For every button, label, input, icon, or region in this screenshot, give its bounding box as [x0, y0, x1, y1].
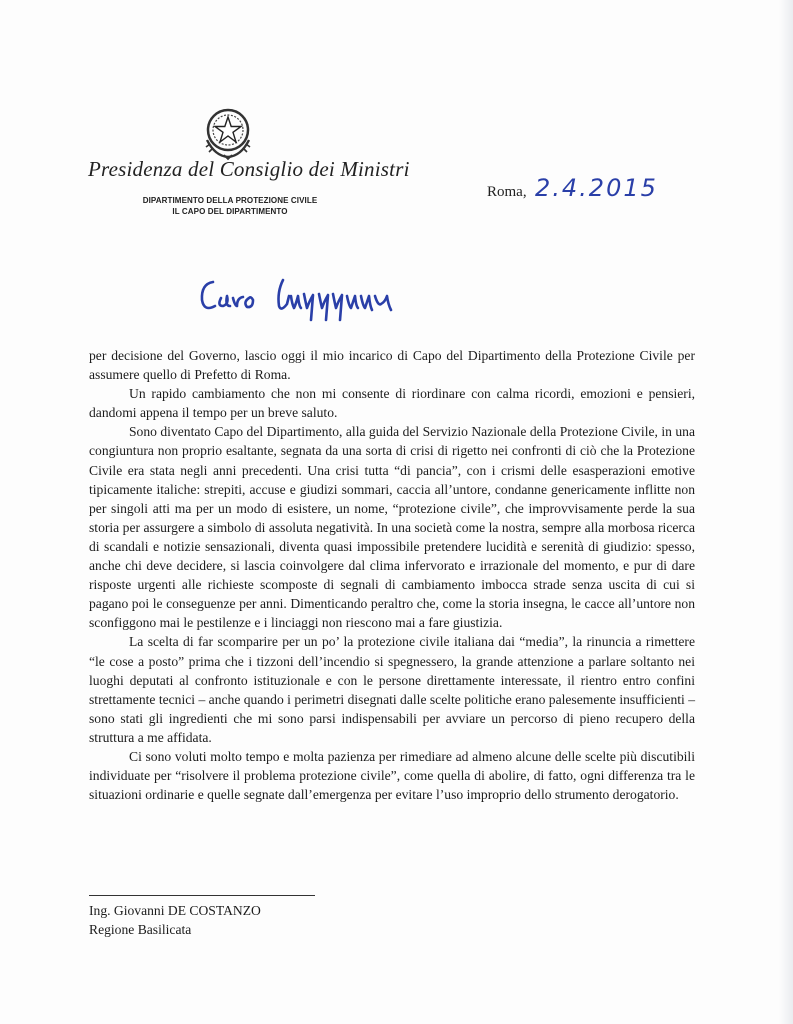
- body-paragraph: Sono diventato Capo del Dipartimento, alla guida del Servizio Nazionale della Protezione Civile, in una congiuntura non proprio esaltante, segnata da una sorta di crisi di rigetto nei confronti di ciò che la Protezione Civile era stata negli anni precedenti. Una crisi tutta “di pancia”, con i crismi delle esasperazioni emotive tipicamente italiche: strepiti, accuse e giudizi sommari, caccia all’untore, condanne genericamente inflitte non per singoli atti ma per un modo di esistere, un nome, “protezione civile”, che improvvisamente perde la sua storia per assurgere a simbolo di assoluta negatività. In una società come la nostra, sempre alla morbosa ricerca di scandali e notizie sensazionali, diventa quasi impossibile pretendere lucidità e serenità di giudizio: spesso, anche chi deve decidere, si lascia coinvolgere dal clima infervorato e irrazionale del momento, e pur di dare risposte urgenti alle richieste scomposte di segnali di cambiamento imbocca strade senza uscita di cui si pagano poi le conseguenze per anni. Dimenticando peraltro che, come la storia insegna, le cacce all’untore non sconfiggono mai le pestilenze e i linciaggi non riescono mai a fare giustizia.: [89, 424, 695, 631]
- body-paragraph: Ci sono voluti molto tempo e molta pazienza per rimediare ad almeno alcune delle scelte più discutibili individuate per “risolvere il problema protezione civile”, come quella di abolire, di fatto, ogni differenza tra le situazioni ordinarie e quelle segnate dall’emergenza per evitare l’uso improprio dello strumento derogatorio.: [89, 748, 695, 803]
- recipient-block: [89, 901, 261, 939]
- recipient-divider: [89, 895, 315, 896]
- body-paragraph: La scelta di far scomparire per un po’ la protezione civile italiana dai “media”, la rinuncia a rimettere “le cose a posto” prima che i tizzoni dell’incendio si spegnessero, la grande attenzione a parlare soltanto nei luoghi deputati al confronto istituzionale e con le persone direttamente interessate, il rientro entro confini strettamente tecnici – anche quando i perimetri disegnati dalle scelte politiche erano palesemente insufficienti – sono stati gli ingredienti che mi sono parsi indispensabili per avviare un percorso di pieno recupero della struttura a me affidata.: [89, 634, 695, 745]
- recipient-organization: Regione Basilicata: [89, 922, 192, 937]
- page-edge-shadow: [779, 0, 793, 1024]
- department-name: DIPARTIMENTO DELLA PROTEZIONE CIVILE: [142, 196, 318, 205]
- institution-name: Presidenza del Consiglio dei Ministri: [88, 157, 410, 181]
- dateline-place: Roma,: [487, 184, 527, 200]
- handwritten-date: 2.4.2015: [535, 174, 658, 202]
- body-paragraph: Un rapido cambiamento che non mi consente di riordinare con calma ricordi, emozioni e pensieri, dandomi appena il tempo per un breve saluto.: [89, 386, 695, 421]
- handwritten-salutation: [195, 262, 405, 322]
- body-paragraph: per decisione del Governo, lascio oggi il mio incarico di Capo del Dipartimento della Protezione Civile per assumere quello di Prefetto di Roma.: [89, 348, 695, 383]
- office-title: IL CAPO DEL DIPARTIMENTO: [172, 207, 288, 216]
- italian-republic-emblem-icon: [197, 100, 259, 162]
- letter-body: [89, 346, 695, 804]
- recipient-name: Ing. Giovanni DE COSTANZO: [89, 903, 261, 918]
